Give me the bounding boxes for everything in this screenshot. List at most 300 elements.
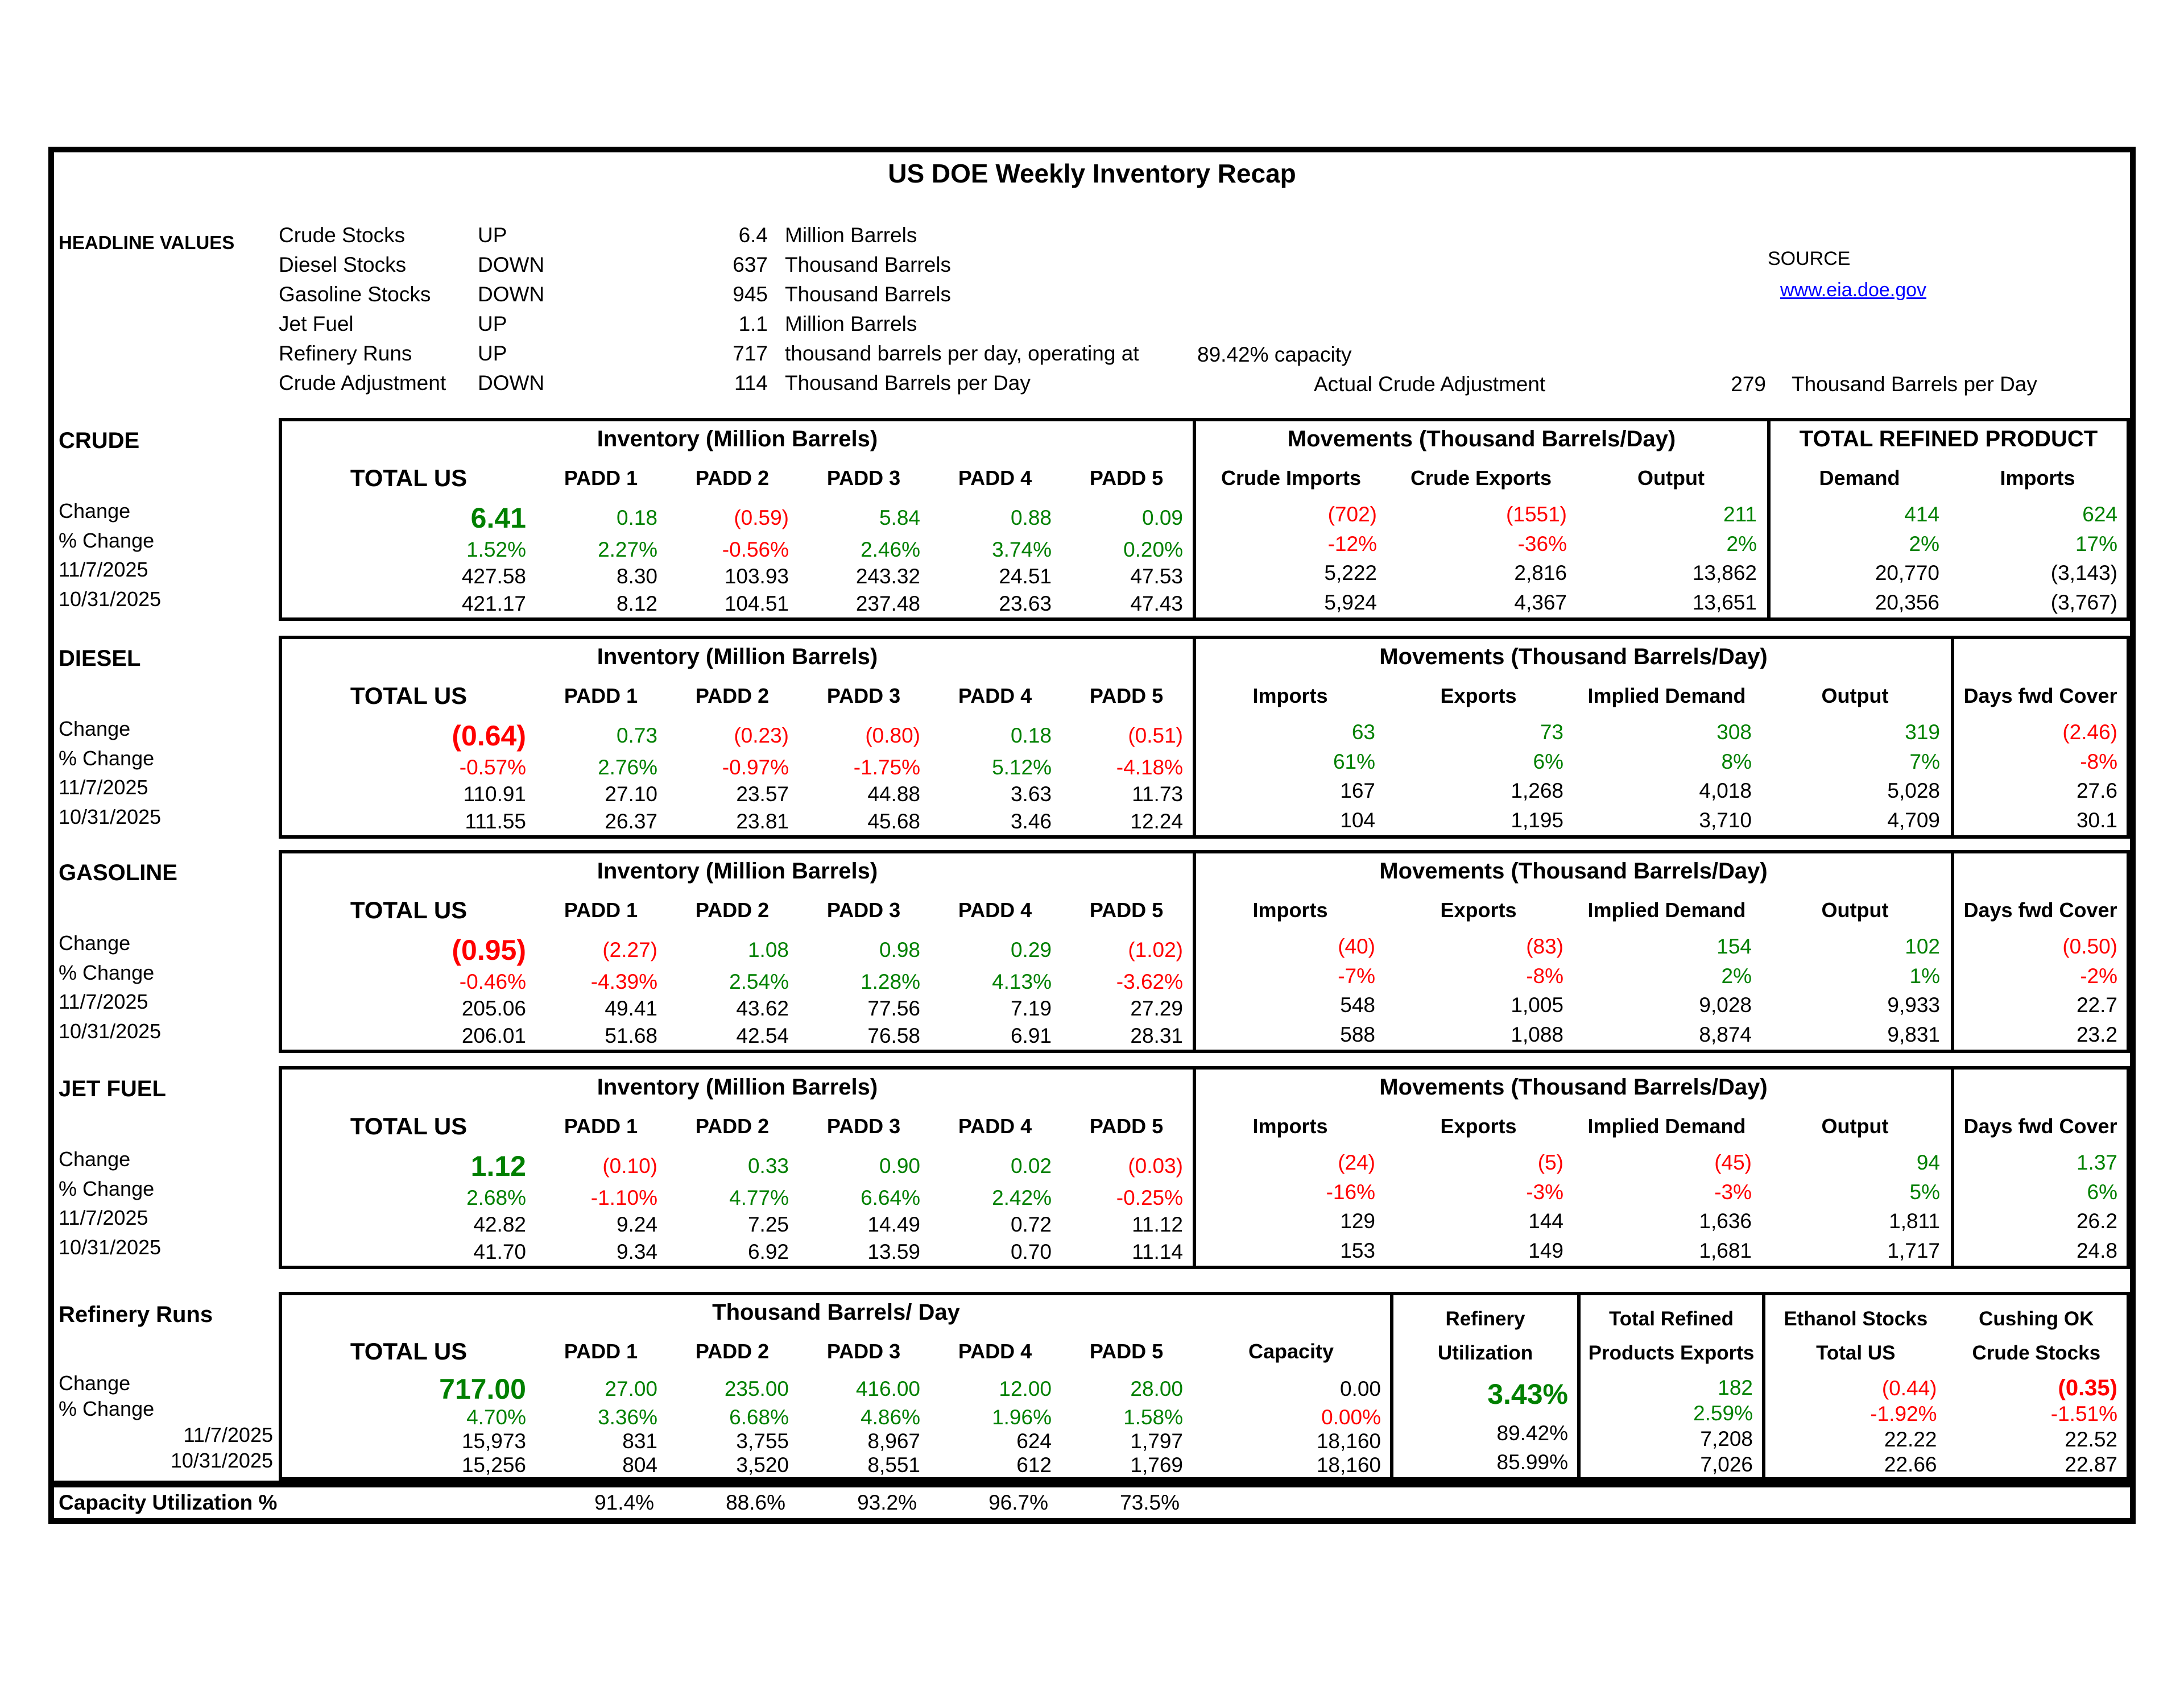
headline-value: 1.1 [738,312,768,335]
ethanol-cushing-grid [1765,1375,2127,1477]
cell: 3.63 [1010,782,1052,806]
cell: (0.23) [734,723,789,747]
cell: -1.92% [1870,1402,1937,1426]
cell: -0.57% [459,755,526,779]
col-header-padd5: PADD 5 [1089,1339,1164,1363]
cell: (0.80) [865,723,920,747]
crude-inventory-box [279,418,1196,621]
cell: 11.73 [1132,782,1183,806]
col-header-total-refined: Total Refined [1608,1308,1734,1330]
cell: (2.27) [602,938,657,961]
cell: 167 [1340,779,1375,803]
cell: (2.46) [2062,720,2117,744]
row-label-date2: 10/31/2025 [59,587,162,611]
headline-direction: DOWN [478,253,545,276]
cell: -4.39% [590,969,657,993]
cell: 7% [1909,749,1940,773]
diesel-inventory-title: Inventory (Million Barrels) [597,644,878,669]
cell: 44.88 [867,782,920,806]
cell: 22.22 [1884,1427,1937,1451]
cell: (3,767) [2050,591,2117,615]
cell: 20,770 [1875,561,1939,585]
cell: (0.44) [1881,1376,1937,1400]
cell: 1,717 [1887,1239,1940,1263]
jet-fuel-section-label: JET FUEL [59,1076,166,1101]
cell: 129 [1340,1209,1375,1233]
cell: 47.43 [1130,592,1183,616]
cell: 182 [1718,1375,1753,1399]
refinery-utilization-grid [1393,1375,1577,1477]
cell: (0.10) [602,1154,657,1178]
col-header-padd2: PADD 2 [695,466,770,490]
col-header-padd2: PADD 2 [695,1114,770,1138]
cell: -1.75% [853,755,920,779]
cell: 8,551 [867,1453,920,1477]
crude-inventory-title: Inventory (Million Barrels) [597,426,878,451]
col-header-padd3: PADD 3 [826,898,901,922]
source-label: SOURCE [1768,248,1851,270]
cell: -16% [1326,1180,1375,1204]
cell: 4.13% [992,969,1052,993]
cell: 0.00% [1321,1406,1381,1429]
cell: (0.51) [1128,723,1183,747]
headline-direction: DOWN [478,283,545,306]
cell: 235.00 [724,1377,789,1400]
cell: 4,367 [1514,591,1567,615]
cell: 5% [1909,1180,1940,1204]
cell: 13.59 [867,1240,920,1264]
cell: 5,924 [1324,591,1377,615]
cell: 23.63 [999,592,1052,616]
crude-section-label: CRUDE [59,428,140,453]
cell: 27.6 [2076,779,2117,803]
crude-movements-title: Movements (Thousand Barrels/Day) [1287,426,1676,451]
actual-crude-adjustment-unit: Thousand Barrels per Day [1792,372,2037,396]
cell: 22.52 [2065,1427,2117,1451]
report-sheet [48,147,2136,1524]
cell: -3% [1714,1180,1752,1204]
cell: 4,709 [1887,809,1940,832]
cell: 1,797 [1130,1429,1183,1453]
refined-products-exports-grid [1581,1375,1762,1477]
cell: 153 [1340,1239,1375,1263]
cell: 6.64% [861,1186,920,1209]
cell: 1,769 [1130,1453,1183,1477]
cell: 5,222 [1324,561,1377,585]
cell: 8.12 [616,592,657,616]
col-header-padd2: PADD 2 [695,898,770,922]
col-header-padd3: PADD 3 [826,684,901,707]
cell: (702) [1327,502,1377,526]
cell: 804 [622,1453,657,1477]
cell: 27.00 [605,1377,657,1400]
col-header-padd4: PADD 4 [958,898,1032,922]
cell: 205.06 [461,997,526,1021]
cell: 243.32 [855,565,920,588]
row-label-pct-change: % Change [59,747,155,770]
cell: 2.46% [861,537,920,561]
cell: 8.30 [616,565,657,588]
row-label-change: Change [59,931,131,955]
jet-inventory-grid [282,1148,1193,1266]
cell [1393,1414,1577,1419]
cell: -8% [1526,964,1563,988]
cell: 831 [622,1429,657,1453]
jet-days-cover-box [1951,1066,2130,1269]
cell: -0.25% [1116,1186,1183,1209]
cell: 22.66 [1884,1452,1937,1476]
cell: 588 [1340,1023,1375,1047]
col-header-imports: Imports [1252,898,1328,922]
cell: 0.29 [1010,938,1052,961]
col-header-output: Output [1637,466,1705,490]
col-header-days-fwd-cover: Days fwd Cover [1963,898,2117,922]
diesel-section-label: DIESEL [59,646,141,671]
cell: 15,973 [461,1429,526,1453]
cell: 0.70 [1010,1240,1052,1264]
cell: 2% [1726,532,1757,556]
headline-direction: UP [478,342,507,365]
cell: 42.54 [736,1024,789,1048]
cell: 22.87 [2065,1452,2117,1476]
cell: (1.02) [1128,938,1183,961]
cell: 9,933 [1887,993,1940,1017]
cell: -2% [2080,964,2117,988]
crude-section [54,418,2130,621]
col-header-padd4: PADD 4 [958,1339,1032,1363]
cell: 102 [1905,934,1940,958]
col-header-padd1: PADD 1 [564,1339,638,1363]
row-label-pct-change: % Change [59,1397,155,1420]
cell: 41.70 [473,1240,526,1264]
cell: 308 [1716,720,1752,744]
cell: 6.41 [470,501,526,534]
headline-item: Crude Stocks [279,223,406,247]
col-header-padd5: PADD 5 [1089,898,1164,922]
col-header-exports: Exports [1440,684,1517,707]
col-header-padd1: PADD 1 [564,684,638,707]
cell: 8,967 [867,1429,920,1453]
col-header-days-fwd-cover: Days fwd Cover [1963,684,2117,707]
row-label-date2: 10/31/2025 [59,805,162,828]
cell: 319 [1905,720,1940,744]
col-header-crude-imports: Crude Imports [1221,466,1362,490]
cell: 5,028 [1887,779,1940,803]
cell: 61% [1333,749,1375,773]
cell: 22.7 [2076,993,2117,1017]
cell: 26.2 [2076,1209,2117,1233]
cell: 548 [1340,993,1375,1017]
cell: 0.20% [1123,537,1183,561]
cell: 30.1 [2076,809,2117,832]
cell: 4.86% [861,1406,920,1429]
cell: 0.88 [1010,505,1052,529]
cell: 73 [1540,720,1563,744]
cell: 1,811 [1889,1209,1940,1233]
headline-unit: Thousand Barrels [785,283,952,306]
ethanol-cushing-box [1762,1292,2130,1481]
cell: 6.91 [1010,1024,1052,1048]
headline-value: 6.4 [738,223,768,247]
cell: 0.18 [1010,723,1052,747]
cell: 1,636 [1699,1209,1752,1233]
cell: (3,143) [2050,561,2117,585]
cell: 27.10 [605,782,657,806]
cell: 1.52% [466,537,526,561]
diesel-days-cover-box [1951,636,2130,839]
headline-value: 945 [733,283,768,306]
cell: 23.2 [2076,1023,2117,1047]
diesel-days-grid [1954,718,2127,835]
col-header-padd4: PADD 4 [958,466,1032,490]
jet-days-grid [1954,1148,2127,1266]
cell: 149 [1528,1239,1563,1263]
headline-item: Jet Fuel [279,312,354,335]
col-header-output: Output [1821,1114,1889,1138]
cell: 1,681 [1699,1239,1752,1263]
diesel-movements-title: Movements (Thousand Barrels/Day) [1379,644,1768,669]
cell: -36% [1517,532,1567,556]
row-label-change: Change [59,499,131,523]
cell: 0.00 [1339,1377,1381,1400]
col-header-padd2: PADD 2 [695,1339,770,1363]
cell: 4.77% [729,1186,789,1209]
cell: 7,026 [1700,1452,1753,1476]
crude-refined-grid [1771,500,2127,617]
cell: 0.73 [616,723,657,747]
cell: 0.90 [879,1154,920,1178]
cell: 6.68% [729,1406,789,1429]
cell: 104.51 [724,592,789,616]
col-header-padd1: PADD 1 [564,1114,638,1138]
col-header-padd4: PADD 4 [958,1114,1032,1138]
cell: 144 [1528,1209,1563,1233]
row-label-change: Change [59,1371,131,1395]
cell: 154 [1716,934,1752,958]
refinery-runs-section-label: Refinery Runs [59,1302,213,1327]
cell: 237.48 [855,592,920,616]
refined-products-exports-box [1577,1292,1765,1481]
cell: 9,028 [1699,993,1752,1017]
col-header-padd4: PADD 4 [958,684,1032,707]
cell: 206.01 [461,1024,526,1048]
cell: 2.68% [466,1186,526,1209]
headline-unit: thousand barrels per day, operating at [785,342,1139,365]
cell: 1,195 [1511,809,1563,832]
headline-value: 637 [733,253,768,276]
cell: -4.18% [1116,755,1183,779]
page-title: US DOE Weekly Inventory Recap [888,159,1296,188]
cell: 1.96% [992,1406,1052,1429]
headline-item: Gasoline Stocks [279,283,431,306]
diesel-movements-grid [1196,718,1951,835]
refinery-utilization-box [1390,1292,1581,1481]
col-header-ethanol-total-us: Total US [1816,1342,1896,1364]
col-header-utilization: Utilization [1437,1342,1533,1364]
capacity-utilization-row [54,1481,2130,1518]
refinery-runs-title: Thousand Barrels/ Day [712,1300,960,1325]
cell: 8,874 [1699,1023,1752,1047]
refinery-runs-grid [282,1373,1390,1477]
cell: 7.25 [747,1213,789,1237]
col-header-padd5: PADD 5 [1089,466,1164,490]
cell: 1,088 [1511,1023,1563,1047]
crude-refined-product-box [1767,418,2130,621]
cell: 12.24 [1130,810,1183,834]
cell: (0.95) [452,934,526,966]
headline-value: 717 [733,342,768,365]
crude-inventory-grid [282,500,1193,617]
col-header-cushing-crude-stocks: Crude Stocks [1972,1342,2101,1364]
cell: (24) [1338,1150,1375,1174]
cell: 6% [1533,749,1563,773]
gasoline-inventory-title: Inventory (Million Barrels) [597,858,878,884]
col-header-output: Output [1821,684,1889,707]
cell: -8% [2080,749,2117,773]
gasoline-movements-grid [1196,932,1951,1050]
cell: 427.58 [461,565,526,588]
col-header-padd1: PADD 1 [564,898,638,922]
cell: (40) [1338,934,1375,958]
col-header-total-us: TOTAL US [350,1113,468,1139]
cell: -0.97% [722,755,789,779]
cell: 93.2% [857,1491,917,1514]
row-label-date1: 11/7/2025 [183,1423,273,1446]
cell: -3% [1526,1180,1563,1204]
cell: 8% [1721,749,1752,773]
cell: 717.00 [439,1373,526,1405]
cell: 11.14 [1132,1240,1183,1264]
col-header-cushing-ok: Cushing OK [1979,1308,2094,1330]
cell: 17% [2075,532,2117,556]
cell: 2% [1721,964,1752,988]
cell: (0.59) [734,505,789,529]
cell: 612 [1016,1453,1052,1477]
gasoline-inventory-grid [282,932,1193,1050]
cell: (5) [1537,1150,1563,1174]
cell: 1.28% [861,969,920,993]
cell: 24.51 [999,565,1052,588]
cell: 94 [1916,1150,1940,1174]
cell: 91.4% [594,1491,654,1514]
col-header-padd3: PADD 3 [826,1114,901,1138]
cell: 1,005 [1511,993,1563,1017]
col-header-total-us: TOTAL US [350,1337,468,1365]
cell: 76.58 [867,1024,920,1048]
cell: 23.81 [736,810,789,834]
col-header-padd2: PADD 2 [695,684,770,707]
row-label-date1: 11/7/2025 [59,1206,148,1229]
cell: 9,831 [1887,1023,1940,1047]
gasoline-movements-box [1193,850,1954,1053]
cell: 2.42% [992,1186,1052,1209]
cell: 3.74% [992,537,1052,561]
cell: -0.46% [459,969,526,993]
cell: 2.27% [598,537,657,561]
cell: (83) [1526,934,1563,958]
diesel-section [54,636,2130,839]
col-header-days-fwd-cover: Days fwd Cover [1963,1114,2117,1138]
cell: (1551) [1506,502,1567,526]
row-label-change: Change [59,717,131,740]
cell: 624 [1016,1429,1052,1453]
cell: 4,018 [1699,779,1752,803]
col-header-padd1: PADD 1 [564,466,638,490]
cell: 63 [1351,720,1375,744]
cell: 624 [2082,502,2117,526]
col-header-padd3: PADD 3 [826,466,901,490]
cell: 9.24 [616,1213,657,1237]
cell: 96.7% [988,1491,1048,1514]
cell: 2.76% [598,755,657,779]
cell: 89.42% [1496,1421,1568,1445]
cell: 1% [1909,964,1940,988]
gasoline-movements-title: Movements (Thousand Barrels/Day) [1379,858,1768,884]
cell: (0.64) [452,719,526,752]
col-header-padd5: PADD 5 [1089,684,1164,707]
cell: 0.33 [747,1154,789,1178]
cell: 26.37 [605,810,657,834]
headline-unit: Thousand Barrels [785,253,952,276]
actual-crude-adjustment-label: Actual Crude Adjustment [1314,372,1546,396]
row-label-date1: 11/7/2025 [59,776,148,799]
row-label-date2: 10/31/2025 [170,1449,273,1472]
cell: 14.49 [867,1213,920,1237]
row-label-date2: 10/31/2025 [59,1236,162,1259]
crude-movements-box [1193,418,1771,621]
headline-direction: UP [478,312,507,335]
cell: 3,710 [1699,809,1752,832]
col-header-implied-demand: Implied Demand [1587,1114,1746,1138]
row-label-date2: 10/31/2025 [59,1019,162,1043]
cell: 3,755 [736,1429,789,1453]
cell: 28.00 [1130,1377,1183,1400]
col-header-imports: Imports [2000,466,2075,490]
refinery-runs-section [54,1292,2130,1481]
cell: 13,651 [1692,591,1757,615]
cell: -1.51% [2050,1402,2117,1426]
capacity-utilization-label: Capacity Utilization % [59,1491,278,1514]
cell: 11.12 [1132,1213,1183,1237]
cell: 43.62 [736,997,789,1021]
col-header-implied-demand: Implied Demand [1587,684,1746,707]
gasoline-section-label: GASOLINE [59,860,177,885]
cell: 1,268 [1511,779,1563,803]
cell: 88.6% [726,1491,785,1514]
jet-movements-title: Movements (Thousand Barrels/Day) [1379,1074,1768,1100]
cell: (0.50) [2062,934,2117,958]
cell: 18,160 [1316,1429,1381,1453]
cell: 5.84 [879,505,920,529]
cell: 1.58% [1123,1406,1183,1429]
headline-item: Diesel Stocks [279,253,407,276]
cell: 2% [1909,532,1939,556]
cell: 421.17 [461,592,526,616]
col-header-padd3: PADD 3 [826,1339,901,1363]
headline-unit: Thousand Barrels per Day [785,371,1031,395]
total-refined-product-title: TOTAL REFINED PRODUCT [1799,426,2098,451]
source-link[interactable]: www.eia.doe.gov [1780,279,1927,301]
cell: -3.62% [1116,969,1183,993]
row-label-date1: 11/7/2025 [59,990,148,1013]
cell: 7.19 [1010,997,1052,1021]
row-label-pct-change: % Change [59,1177,155,1200]
cell: 2,816 [1514,561,1567,585]
headline-direction: DOWN [478,371,545,395]
cell: 24.8 [2076,1239,2117,1263]
jet-movements-grid [1196,1148,1951,1266]
gasoline-days-grid [1954,932,2127,1050]
